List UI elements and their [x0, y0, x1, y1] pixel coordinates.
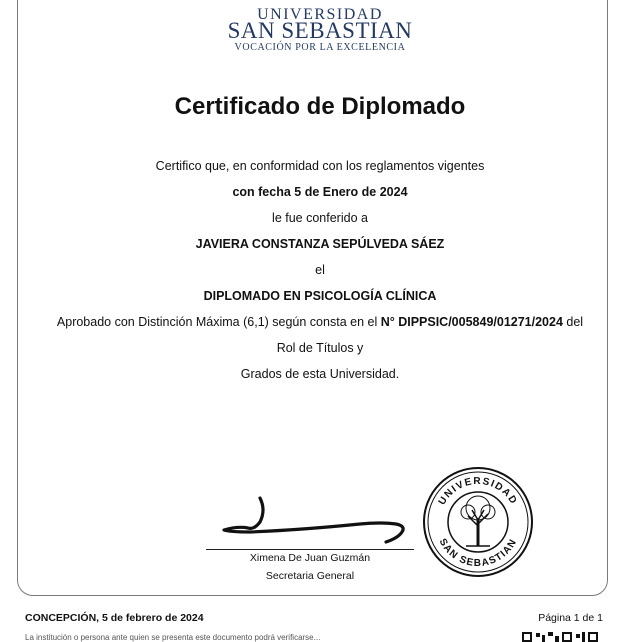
- date-line: con fecha 5 de Enero de 2024: [232, 185, 408, 199]
- place-date: CONCEPCIÓN, 5 de febrero de 2024: [25, 612, 204, 624]
- university-name-line2: SAN SEBASTIAN: [227, 18, 413, 43]
- verification-note: La institución o persona ante quien se presenta este documento podrá verificarse...: [25, 633, 321, 642]
- signature-line: [206, 549, 414, 550]
- seal-bottom-text: SAN SEBASTIAN: [436, 536, 520, 570]
- university-seal: [422, 466, 534, 578]
- roll-line: Rol de Títulos y: [276, 341, 364, 355]
- approval-suffix: del: [562, 315, 584, 329]
- university-tagline: VOCACIÓN POR LA EXCELENCIA: [234, 42, 406, 53]
- program-name: DIPLOMADO EN PSICOLOGÍA CLÍNICA: [203, 289, 437, 303]
- signatory-role: Secretaria General: [265, 570, 355, 582]
- tree-icon: [461, 496, 495, 546]
- record-number: N° DIPPSIC/005849/01271/2024: [380, 315, 563, 329]
- certificate-title: Certificado de Diplomado: [174, 93, 466, 120]
- approval-line: [0, 315, 640, 329]
- degrees-line: Grados de esta Universidad.: [240, 367, 400, 381]
- university-name-line1: UNIVERSIDAD: [257, 6, 383, 23]
- signature-graphic: [210, 490, 420, 550]
- recipient-name: JAVIERA CONSTANZA SEPÚLVEDA SÁEZ: [195, 237, 445, 251]
- page-indicator: Página 1 de 1: [538, 612, 603, 624]
- signatory-name: Ximena De Juan Guzmán: [249, 552, 371, 564]
- certify-line: Certifico que, en conformidad con los reglamentos vigentes: [155, 159, 485, 173]
- article-line: el: [315, 263, 325, 277]
- seal-top-text: UNIVERSIDAD: [436, 475, 520, 508]
- conferred-line: le fue conferido a: [272, 211, 368, 225]
- qr-code-icon: [522, 632, 598, 642]
- approval-prefix: Aprobado con Distinción Máxima (6,1) según consta en el: [56, 315, 381, 329]
